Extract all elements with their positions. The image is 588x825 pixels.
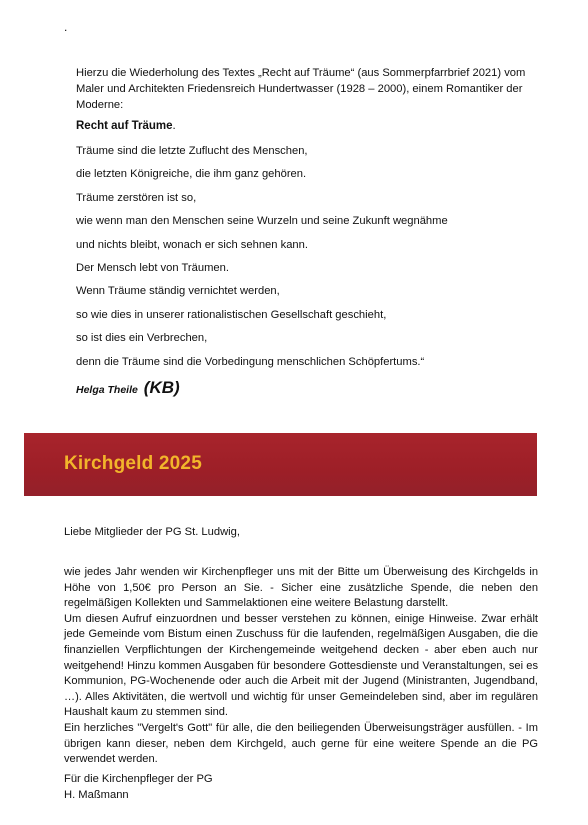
closing-author: H. Maßmann — [64, 788, 129, 801]
poem-line: die letzten Königreiche, die ihm ganz gehören. — [76, 168, 307, 181]
poem-line: so ist dies ein Verbrechen, — [76, 332, 208, 345]
section-title: Kirchgeld 2025 — [64, 453, 202, 474]
letter-body — [64, 565, 538, 768]
signature-initials: (KB) — [143, 378, 180, 397]
poem-line: wie wenn man den Menschen seine Wurzeln und seine Zukunft wegnähme — [76, 215, 448, 228]
top-mark: . — [64, 20, 68, 34]
signature — [76, 378, 180, 398]
closing-line: Für die Kirchenpfleger der PG — [64, 773, 213, 785]
closing — [64, 772, 213, 803]
poem-body — [76, 144, 536, 378]
poem-line: denn die Träume sind die Vorbedingung menschlichen Schöpfertums.“ — [76, 355, 425, 368]
poem-line: Träume sind die letzte Zuflucht des Menschen, — [76, 145, 308, 157]
poem-title-text: Recht auf Träume — [76, 120, 173, 132]
poem-title-suffix: . — [172, 120, 176, 132]
letter-paragraph: wie jedes Jahr wenden wir Kirchenpfleger uns mit der Bitte um Überweisung des Kirchgelds in Höhe von 1,50€ pro Person an Sie. - Sicher eine zusätzliche Spende, die neben den regelmäßigen Kollekten und Sammelaktionen eine weitere Belastung darstellt. — [64, 566, 538, 610]
poem-line: und nichts bleibt, wonach er sich sehnen kann. — [76, 238, 308, 251]
letter-paragraph: Um diesen Aufruf einzuordnen und besser verstehen zu können, einige Hinweise. Zwar erhält jede Gemeinde vom Bistum einen Zuschuss für die laufenden, regelmäßigen Ausgaben, die die finanziellen Verpflichtungen der Kirchengemeinde weitgehend decken - aber eben auch nur weitgehend! Hinzu kommen Ausgaben für besondere Gottesdienste und Veranstaltungen, sei es Kommunion, PG-Wochenende oder auch die Arbeit mit der Jugend (Ministranten, Jugendband, …). Alles Aktivitäten, die wertvoll und wichtig für unser Gemeindeleben sind, aber im regulären Haushalt kaum zu stemmen sind. — [64, 612, 538, 719]
intro-paragraph: Hierzu die Wiederholung des Textes „Recht auf Träume“ (aus Sommerpfarrbrief 2021) vom Maler und Architekten Friedensreich Hundertwasser (1928 – 2000), einem Romantiker der Moderne: — [76, 67, 526, 111]
greeting: Liebe Mitglieder der PG St. Ludwig, — [64, 526, 240, 538]
section-banner — [24, 433, 537, 496]
poem-line: Der Mensch lebt von Träumen. — [76, 261, 229, 274]
poem-line: Träume zerstören ist so, — [76, 191, 197, 204]
letter-paragraph: Ein herzliches "Vergelt's Gott" für alle, die den beiliegenden Überweisungsträger ausfüllen. - Im übrigen kann dieser, neben dem Kirchgeld, auch gerne für eine weitere Spende an die PG verwendet werden. — [64, 721, 538, 766]
poem-line: Wenn Träume ständig vernichtet werden, — [76, 285, 280, 298]
poem-line: so wie dies in unserer rationalistischen Gesellschaft geschieht, — [76, 308, 387, 321]
signature-name: Helga Theile — [76, 384, 138, 396]
poem-title — [76, 120, 176, 132]
